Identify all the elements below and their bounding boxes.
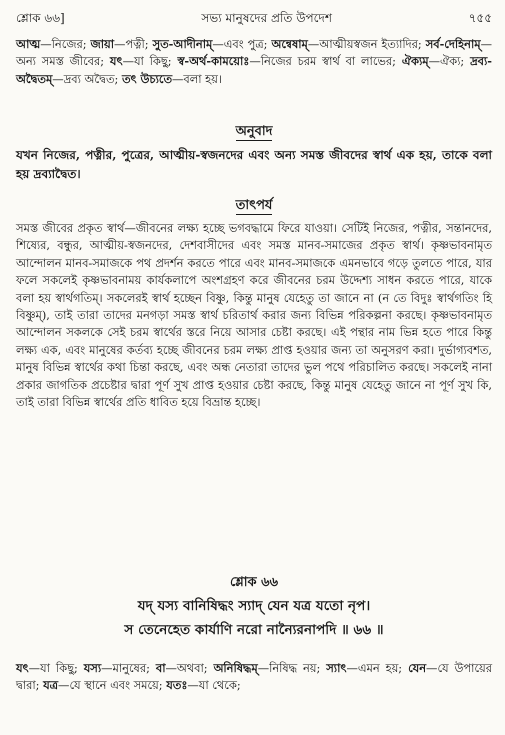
synonym-meaning: —ঐক্য; <box>428 54 471 69</box>
verse-number: শ্লোক ৬৬ <box>229 575 279 590</box>
header-title: সভ্য মানুষদের প্রতি উপদেশ <box>201 11 332 25</box>
synonym-term: অন্বেষাম্ <box>271 37 308 51</box>
verse-line-1: যদ্ যস্য বানিষিদ্ধং স্যাদ্ যেন যত্র যতো নৃপ। <box>137 598 371 614</box>
synonym-meaning: —যে স্থানে এবং সময়ে; <box>58 678 167 693</box>
purport-text: সমস্ত জীবের প্রকৃত স্বার্থ—জীবনের লক্ষ্য হচ্ছে ভগবদ্ধামে ফিরে যাওয়া। সেটিই নিজের, পত্নীর, সন্তানদের, শিষ্যের, বন্ধুর, আত্মীয়-স্বজনদের, দেশবাসীদের এবং সমস্ত মানব-সমাজের প্রকৃত স্বার্থ। কৃষ্ণভাবনামৃত আন্দোলন মানব-সমাজকে পথ প্রদর্শন করতে পারে এবং মানব-সমাজকে এমনভাবে গড়ে তুলতে পারে, যার ফলে সকলেই কৃষ্ণভাবনাময় কার্যকলাপে অংশগ্রহণ করে জীবনের চরম উদ্দেশ্য সাধন করতে পারে, যাকে বলা হয় স্বার্থগতিম্। সকলেরই স্বার্থ হচ্ছেন বিষ্ণু, কিন্তু মানুষ যেহেতু তা জানে না (ন তে বিদুঃ স্বার্থগতিং হি বিষ্ণুম্), তাই তারা তাদের মনগড়া সমস্ত স্বার্থ চরিতার্থ করার জন্য বিভিন্ন পরিকল্পনা করছে। কৃষ্ণভাবনামৃত আন্দোলন সকলকে সেই চরম স্বার্থের স্তরে নিয়ে আসার চেষ্টা করছে। এই পন্থার নাম ভিন্ন হতে পারে কিন্তু লক্ষ্য এক, এবং মানুষের কর্তব্য হচ্ছে জীবনের চরম লক্ষ্য প্রাপ্ত হওয়ার জন্য তা অনুসরণ করা। দুর্ভাগ্যবশত, মানুষ বিভিন্ন স্বার্থের কথা চিন্তা করছে, এবং অন্ধ নেতারা তাদের ভুল পথে পরিচালিত করছে। সকলেই নানা প্রকার জাগতিক প্রচেষ্টার দ্বারা পূর্ণ সুখ প্রাপ্ত হওয়ার চেষ্টা করছে, কিন্তু মানুষ যেহেতু জানে না পূর্ণ সুখ কি, তাই তারা বিভিন্ন স্বার্থের প্রতি ধাবিত হয়ে বিভ্রান্ত হচ্ছে। <box>16 221 492 410</box>
synonym-meaning: —আত্মীয়স্বজন ইত্যাদির; <box>307 37 426 51</box>
synonym-term: অনিষিদ্ধম্ <box>213 661 258 675</box>
page-number: ৭৫৫ <box>468 11 492 25</box>
synonym-meaning: —নিজের; <box>40 37 91 51</box>
synonym-term: যৎ <box>16 661 29 675</box>
synonym-meaning: —নিষিদ্ধ নয়; <box>257 661 327 675</box>
synonym-term: আত্ম <box>16 37 41 51</box>
synonym-term: যত্র <box>43 678 59 693</box>
synonym-meaning: —যা কিছু; <box>28 661 84 675</box>
synonym-meaning: —এবং পুত্র; <box>212 37 272 51</box>
word-meanings <box>16 660 492 695</box>
purport-heading-text: তাৎপর্য <box>235 198 273 213</box>
book-page <box>16 0 492 735</box>
synonym-term: যতঃ <box>166 678 188 693</box>
running-header <box>16 6 492 34</box>
synonym-meaning: —দ্রব্য অদ্বৈত; <box>52 71 122 86</box>
synonym-term: যস্য <box>83 661 102 675</box>
synonym-meaning: —বলা হয়। <box>172 71 222 86</box>
synonym-meaning: —মানুষের; <box>101 661 156 675</box>
synonym-term: সুত-আদীনাম্ <box>152 37 213 51</box>
verse-line-2: স তেনেহেত কার্যাণি নরো নান্যৈরনাপদি ॥ ৬৬ ॥ <box>124 622 384 638</box>
synonym-meaning: —এমন হয়; <box>346 661 409 675</box>
purport-heading <box>16 196 492 217</box>
synonym-meaning: —যা কিছু; <box>122 54 178 69</box>
synonym-meaning: —অন্য সমস্ত জীবের; <box>16 37 492 69</box>
synonym-term: সর্ব-দেহিনাম্ <box>425 37 481 51</box>
synonym-meaning: —অথবা; <box>165 661 214 675</box>
synonym-meaning: —নিজের চরম স্বার্থ বা লাভের; <box>249 54 402 69</box>
synonym-term: দ্রব্য-অদ্বৈতম্ <box>16 54 493 86</box>
synonym-term: স্ব-অর্থ-কাময়োঃ <box>177 54 250 69</box>
synonym-meaning: —যে উপায়ের দ্বারা; <box>16 661 493 693</box>
synonyms-paragraph <box>16 36 492 88</box>
translation-text: যখন নিজের, পত্নীর, পুত্রের, আত্মীয়-স্বজনদের এবং অন্য সমস্ত জীবদের স্বার্থ এক হয়, তাকে বলা হয় দ্রব্যাদ্বৈত। <box>16 148 492 181</box>
synonym-meaning: —যা থেকে; <box>187 678 241 693</box>
header-verse-ref: শ্লোক ৬৬] <box>16 11 65 25</box>
translation-heading-text: অনুবাদ <box>235 124 273 139</box>
synonym-term: যেন <box>408 661 427 675</box>
sanskrit-verse <box>16 594 492 642</box>
synonym-term: তৎ উচ্যতে <box>121 71 172 86</box>
synonym-term: জায়া <box>90 37 115 51</box>
translation-heading <box>16 122 492 143</box>
synonym-term: স্যাৎ <box>326 661 347 675</box>
synonym-term: বা <box>155 661 166 675</box>
synonym-term: ঐক্যম্ <box>401 54 429 69</box>
synonym-term: যৎ <box>109 54 123 69</box>
synonym-meaning: —পত্নী; <box>114 37 153 51</box>
